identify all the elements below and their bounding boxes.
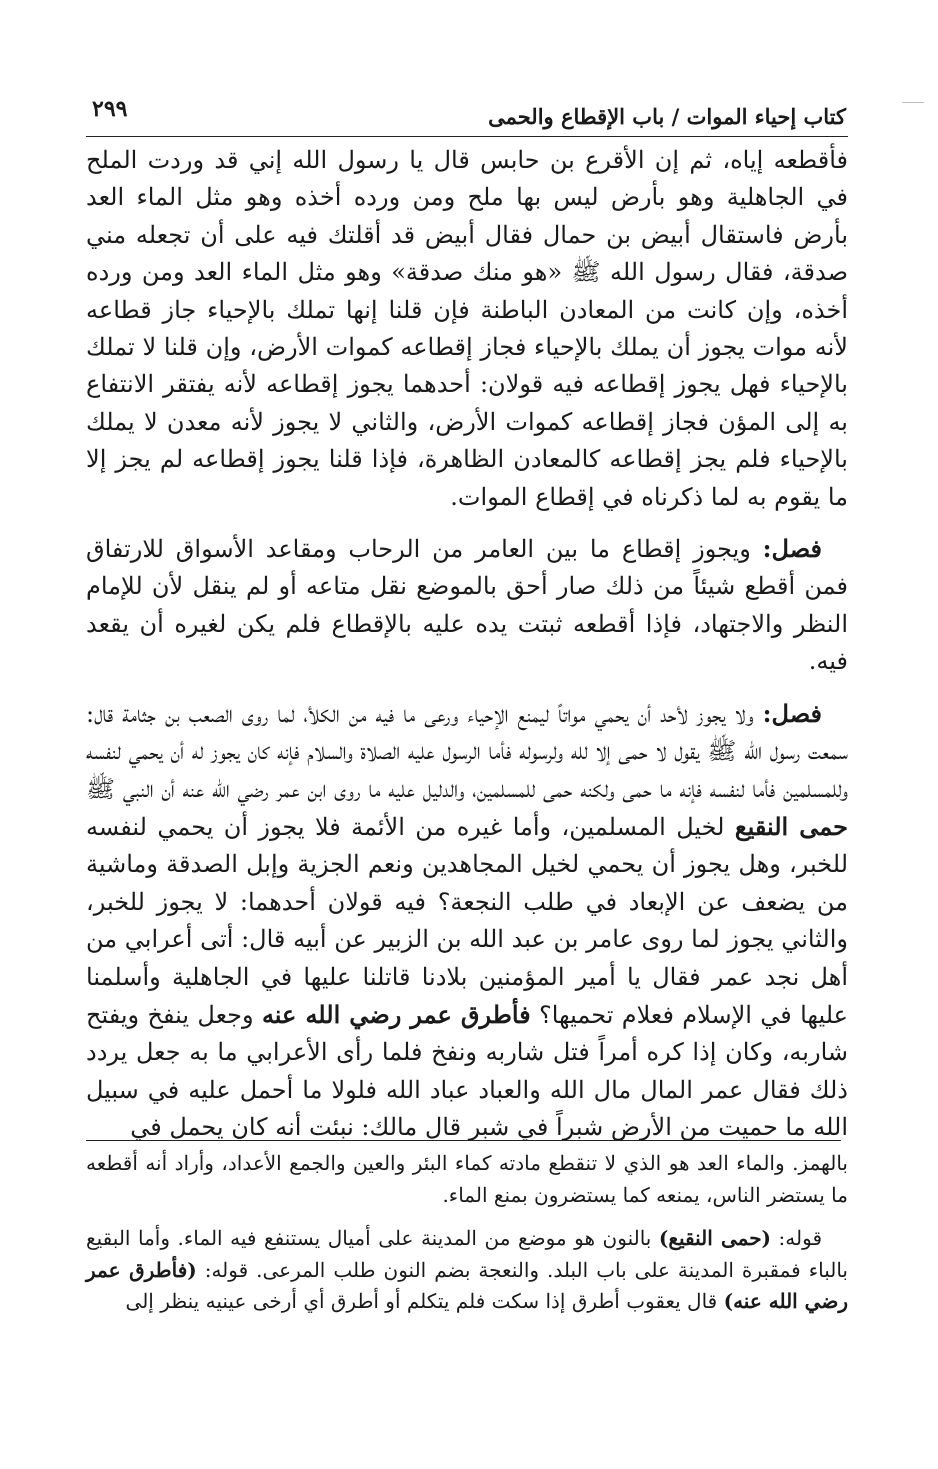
- footnote-2-text-e: قال يعقوب أطرق إذا سكت فلم يتكلم أو أطرق أي أرخى عينيه ينظر إلى: [125, 1289, 724, 1313]
- section-label: فصل:: [762, 698, 822, 728]
- footnote-1: بالهمز. والماء العد هو الذي لا تنقطع مادته كماء البئر والعين والجمع الأعداد، وأراد أنه أقطعه ما يستضر الناس، يمنعه كما يستضرون بمنع الماء.: [86, 1151, 848, 1207]
- footnote-term-atraqa: (فأطرق عمر رضي الله عنه): [86, 1257, 848, 1313]
- paragraph-3-text-c: لخيل المسلمين، وأما غيره من الأئمة فلا يجوز أن يحمي لنفسه للخبر، وهل يجوز أن يحمي لخيل المجاهدين ونعم الجزية وإبل الصدقة وماشية من يضعف عن الإبعاد في طلب النجعة؟ فيه قولان أحدهما: لا يجوز للخبر، والثاني يجوز لما روى عامر بن عبد الله بن الزبير عن أبيه قال: أتى أعرابي من أهل نجد عمر فقال يا أمير المؤمنين بلادنا قاتلنا عليها في الجاهلية وأسلمنا عليها في الإسلام فعلام تحميها؟: [86, 812, 849, 1029]
- footnote-2-text-c: بالنون هو موضع من المدينة على أميال يستنفع فيه الماء. وأما البقيع بالباء فمقبرة المدينة على باب البلد. والنعجة بضم النون طلب المرعى. قوله:: [86, 1226, 848, 1282]
- paragraph-3-text-a: ولا يجوز لأحد أن يحمي مواتاً ليمنع الإحياء ورعى ما فيه من الكلأ، لما روى الصعب بن جثامة قال: سمعت رسول الله ﷺ يقول لا حمى إلا لله ولرسوله فأما الرسول عليه الصلاة والسلام فإنه كان يجوز له أن يحمي لنفسه وللمسلمين فأما لنفسه فإنه ما حمى ولكنه حمى للمسلمين، والدليل عليه ما روى ابن عمر رضي الله عنه أن النبي ﷺ: [86, 699, 849, 803]
- footnote-term-hima-naqi: (حمى النقيع): [658, 1226, 772, 1250]
- paragraph-2-text: ويجوز إقطاع ما بين العامر من الرحاب ومقاعد الأسواق للارتفاق فمن أقطع شيئاً من ذلك صار أحق بالموضع نقل متاعه أو لم ينقل لأن للإمام النظر والاجتهاد، فإذا أقطعه ثبتت يده عليه بالإقطاع فلم يكن لغيره أن يقعد فيه.: [86, 535, 848, 676]
- bold-term-hima-naqi: حمى النقيع: [734, 811, 848, 841]
- main-text: [86, 142, 848, 1147]
- page-number: ٢٩٩: [92, 96, 128, 122]
- scan-mark: [902, 102, 924, 103]
- header-rule: [86, 136, 848, 137]
- bold-term-atraqa: فأطرق عمر رضي الله عنه: [261, 999, 531, 1029]
- paragraph-3-text-e: وجعل ينفخ ويفتح شاربه، وكان إذا كره أمراً فتل شاربه ونفخ فلما رأى الأعرابي ما به جعل يردد ذلك فقال عمر المال مال الله والعباد عباد الله فلولا ما أحمل عليه في سبيل الله ما حميت من الأرض شبراً في شبر قال مالك: نبئت أنه كان يحمل في: [86, 1000, 848, 1142]
- footnotes: [86, 1148, 848, 1318]
- paragraph-3: [86, 695, 848, 1147]
- paragraph-2: [86, 530, 848, 681]
- footnote-rule: [86, 1140, 841, 1141]
- footnote-2: [86, 1223, 848, 1318]
- footnote-2-text-a: قوله:: [771, 1226, 823, 1250]
- paragraph-1: فأقطعه إياه، ثم إن الأقرع بن حابس قال يا رسول الله إني قد وردت الملح في الجاهلية وهو بأرض ليس بها ملح ومن ورده أخذه وهو مثل الماء العد بأرض فاستقال أبيض بن حمال فقال أبيض قد أقلتك فيه على أن تجعله مني صدقة، فقال رسول الله ﷺ «هو منك صدقة» وهو مثل الماء العد ومن ورده أخذه، وإن كانت من المعادن الباطنة فإن قلنا إنها تملك بالإحياء جاز قطاعه لأنه موات يجوز أن يملك بالإحياء فجاز إقطاعه كموات الأرض، وإن قلنا لا تملك بالإحياء فهل يجوز إقطاعه فيه قولان: أحدهما يجوز إقطاعه لأنه يفتقر الانتفاع به إلى المؤن فجاز إقطاعه كموات الأرض، والثاني لا يجوز لأنه معدن لا يملك بالإحياء فلم يجز إقطاعه كالمعادن الظاهرة، فإذا قلنا يجوز إقطاعه لم يجز إلا ما يقوم به لما ذكرناه في إقطاع الموات.: [86, 146, 849, 511]
- running-header-title: كتاب إحياء الموات / باب الإقطاع والحمى: [488, 104, 846, 129]
- section-label: فصل:: [762, 534, 822, 564]
